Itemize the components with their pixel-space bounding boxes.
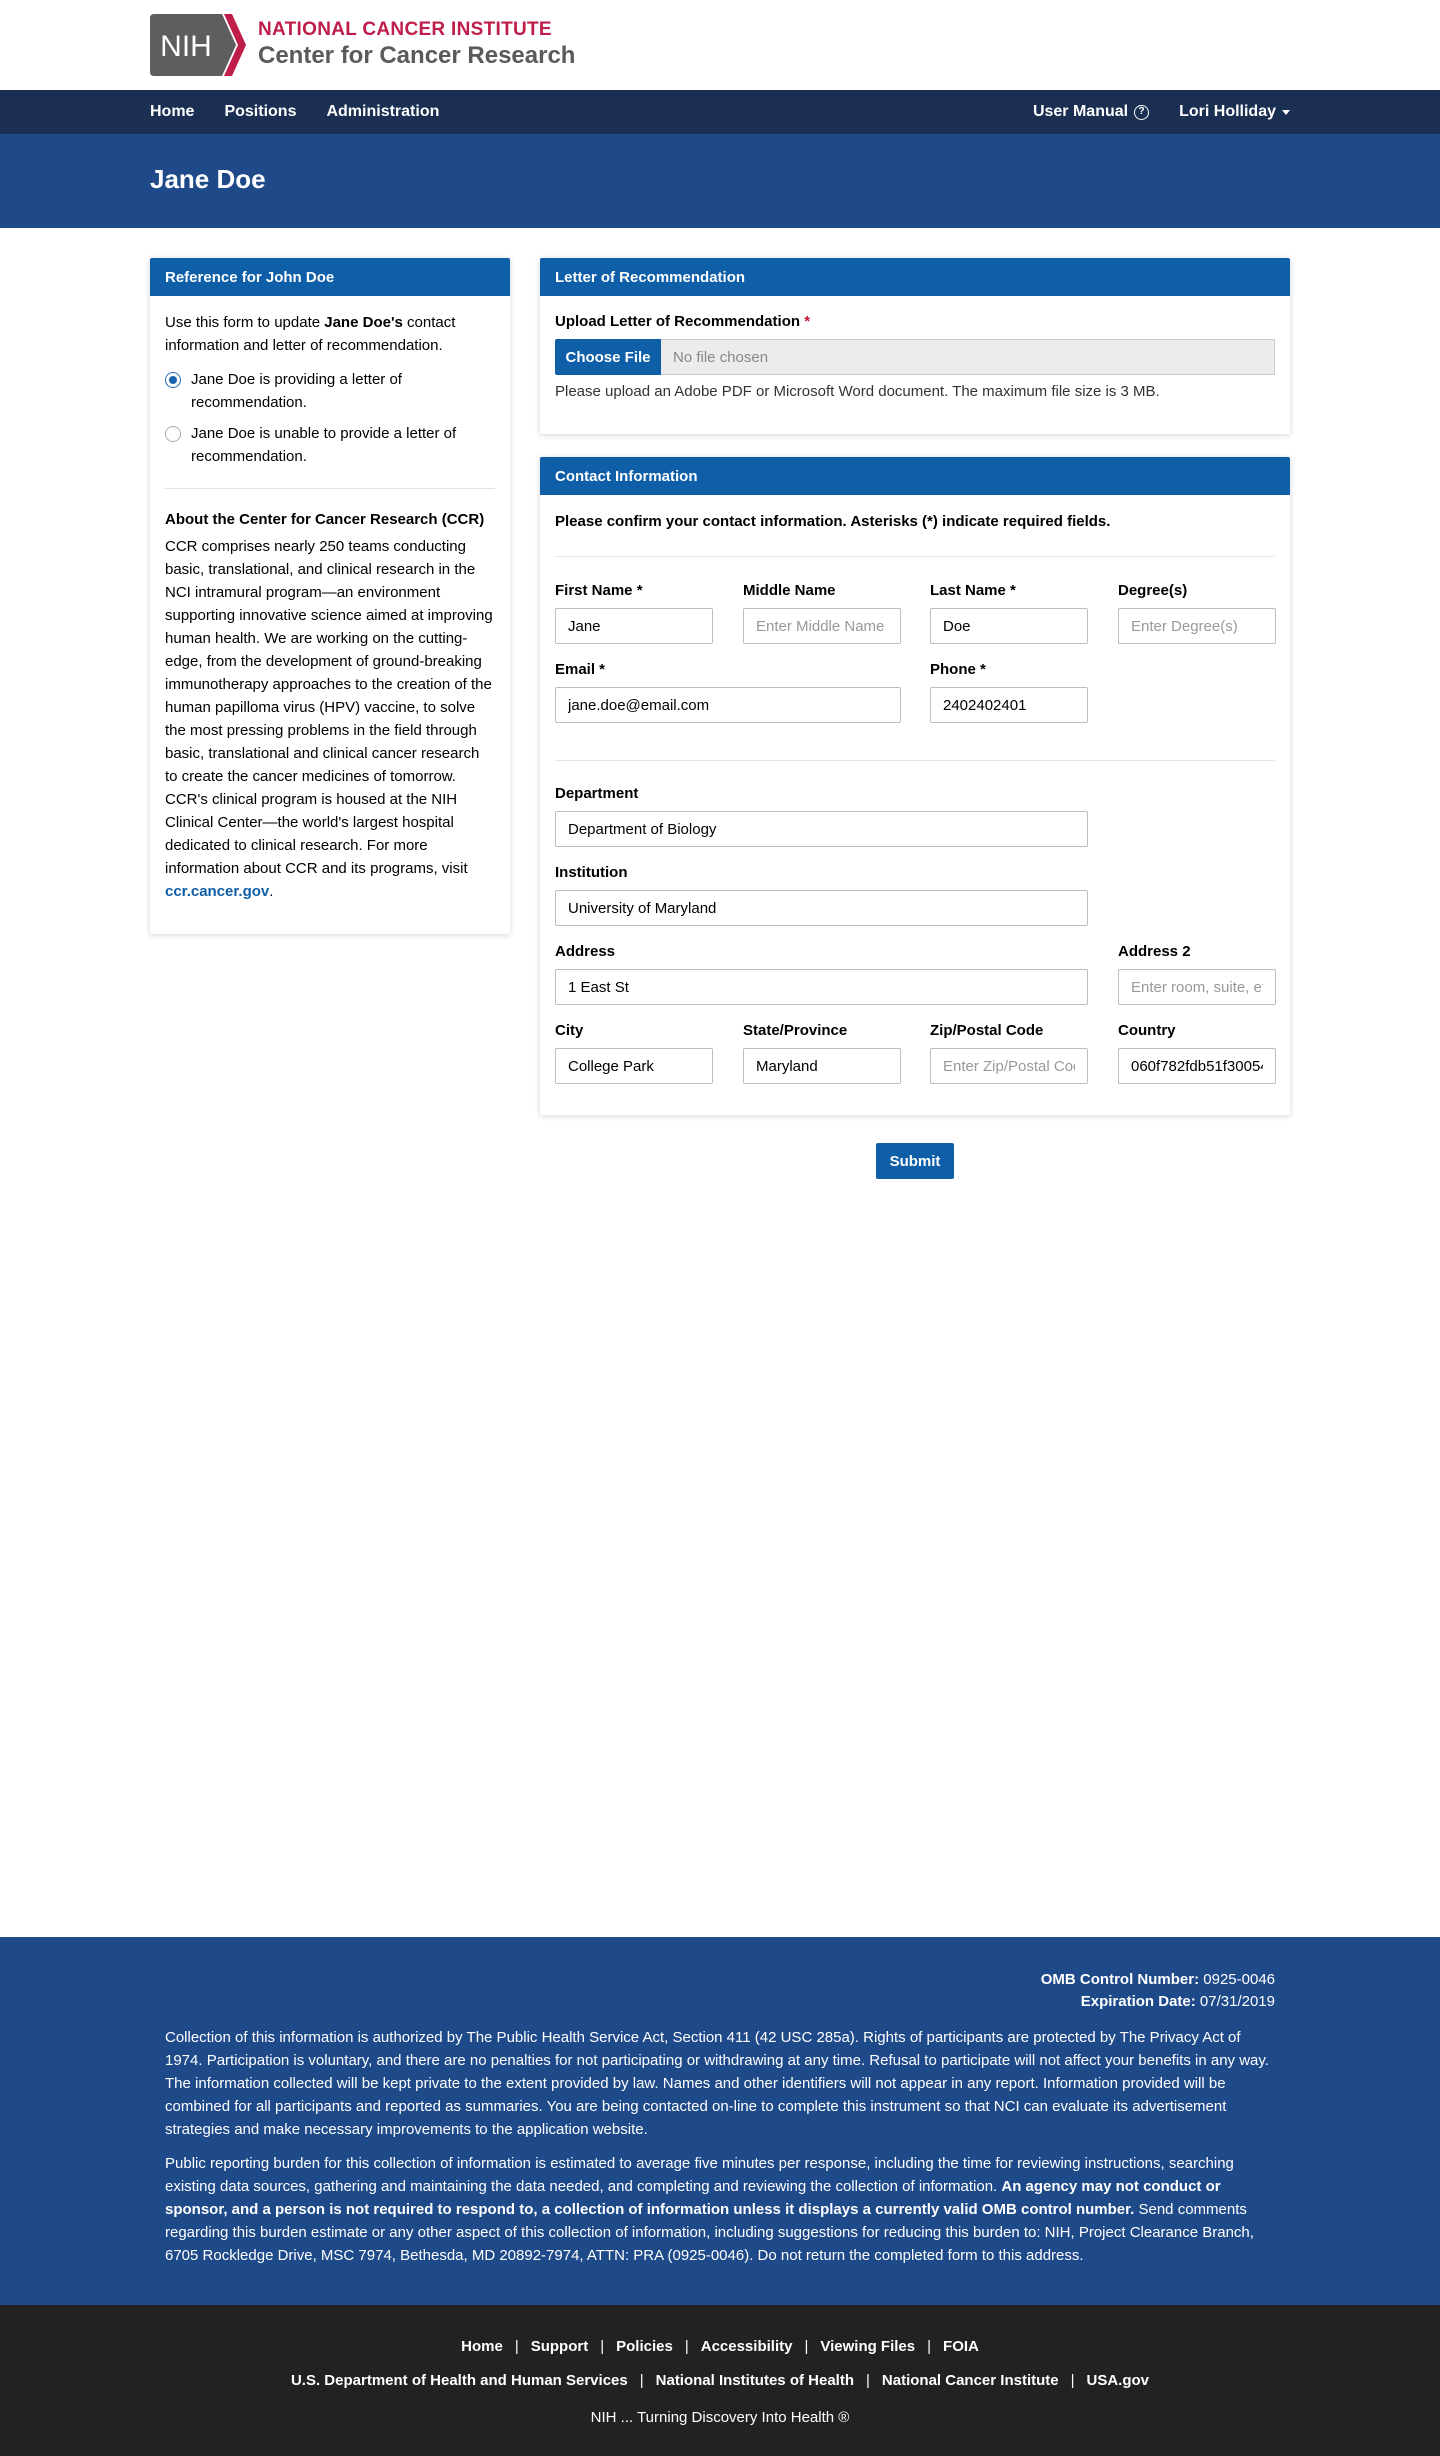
- country-input[interactable]: [1118, 1048, 1276, 1084]
- footer-link-support[interactable]: Support: [530, 2338, 589, 2355]
- contact-intro: Please confirm your contact information. Asterisks (*) indicate required fields.: [555, 513, 1111, 530]
- footer-links-row2: U.S. Department of Health and Human Services | National Institutes of Health | National Cancer Institute | USA.gov: [290, 2372, 1150, 2389]
- footer-link-foia[interactable]: FOIA: [943, 2338, 979, 2355]
- file-name-display: No file chosen: [661, 339, 1275, 375]
- privacy-statement: Collection of this information is authorized by The Public Health Service Act, Section 411 (42 USC 285a). Rights of participants are protected by The Privacy Act of 1974. Participation is voluntary, and there are no penalties for not participating or withdrawing at any time. Refusal to participate will not affect your benefits in any way. The information collected will be kept private to the extent provided by law. Names and other identifiers will not appear in any report. Information provided will be combined for all participants and reported as summaries. You are being contacted on-line to complete this instrument so that NCI can evaluate its advertisement strategies and make necessary improvements to the application website.: [165, 2029, 1269, 2138]
- question-circle-icon: ?: [1134, 105, 1149, 120]
- footer-link-nci[interactable]: National Cancer Institute: [881, 2372, 1059, 2389]
- address-group: Address 1 East St: [555, 943, 1088, 1005]
- nav-user-manual[interactable]: [1033, 103, 1149, 121]
- user-name: Lori Holliday: [1179, 103, 1276, 120]
- middle-name-group: Middle Name Enter Middle Name: [743, 582, 901, 644]
- reference-panel: [150, 258, 510, 934]
- last-name-group: Last Name * Doe: [930, 582, 1088, 644]
- footer-link-usagov[interactable]: USA.gov: [1086, 2372, 1150, 2389]
- submit-button[interactable]: Submit: [876, 1143, 954, 1179]
- user-menu-dropdown[interactable]: [1179, 103, 1290, 121]
- department-group: Department Department of Biology: [555, 785, 1088, 847]
- middle-name-input[interactable]: [743, 608, 901, 644]
- city-group: City College Park: [555, 1022, 713, 1084]
- page-title: Jane Doe: [150, 164, 266, 194]
- choose-file-button[interactable]: Choose File: [555, 339, 661, 375]
- institution-group: Institution University of Maryland: [555, 864, 1088, 926]
- department-input[interactable]: [555, 811, 1088, 847]
- email-group: Email * jane.doe@email.com: [555, 661, 901, 723]
- logo-center-name: Center for Cancer Research: [258, 42, 576, 69]
- radio-option-providing[interactable]: [165, 368, 495, 414]
- degrees-input[interactable]: [1118, 608, 1276, 644]
- first-name-input[interactable]: [555, 608, 713, 644]
- ccr-website-link[interactable]: ccr.cancer.gov: [165, 883, 270, 900]
- logo-org-name: NATIONAL CANCER INSTITUTE: [258, 19, 552, 40]
- nav-administration[interactable]: Administration: [326, 103, 440, 120]
- divider: [165, 488, 495, 489]
- nav-home[interactable]: Home: [150, 103, 195, 120]
- user-manual-label: User Manual: [1032, 103, 1129, 120]
- footer-link-nih[interactable]: National Institutes of Health: [655, 2372, 854, 2389]
- footer-link-policies[interactable]: Policies: [616, 2338, 673, 2355]
- nav-positions[interactable]: Positions: [224, 103, 297, 120]
- reference-panel-title: Reference for John Doe: [150, 258, 510, 296]
- letter-panel-title: Letter of Recommendation: [540, 258, 1290, 296]
- phone-group: Phone * 2402402401: [930, 661, 1088, 723]
- radio-button-checked[interactable]: [165, 372, 181, 388]
- footer-links: [0, 2305, 1440, 2456]
- footer-link-hhs[interactable]: U.S. Department of Health and Human Services: [290, 2372, 628, 2389]
- contact-panel: [540, 457, 1290, 1115]
- letter-panel: [540, 258, 1290, 434]
- city-input[interactable]: [555, 1048, 713, 1084]
- footer-disclosure: [0, 1937, 1440, 2305]
- nih-logo-mark: [150, 14, 246, 76]
- nih-tagline: NIH ... Turning Discovery Into Health ®: [590, 2409, 850, 2426]
- footer-link-home[interactable]: Home: [461, 2338, 503, 2355]
- footer-link-accessibility[interactable]: Accessibility: [700, 2338, 793, 2355]
- svg-text:NIH: NIH: [160, 30, 212, 63]
- upload-label: Upload Letter of Recommendation *: [555, 313, 811, 330]
- country-group: Country 060f782fdb51f30054: [1118, 1022, 1276, 1084]
- phone-input[interactable]: [930, 687, 1088, 723]
- address2-input[interactable]: [1118, 969, 1276, 1005]
- zip-input[interactable]: [930, 1048, 1088, 1084]
- reference-intro: Use this form to update Jane Doe's contact information and letter of recommendation.: [165, 314, 456, 354]
- address-input[interactable]: [555, 969, 1088, 1005]
- divider: [555, 556, 1275, 557]
- last-name-input[interactable]: [930, 608, 1088, 644]
- site-header: [0, 0, 1440, 90]
- contact-panel-title: Contact Information: [540, 457, 1290, 495]
- nci-logo[interactable]: [150, 14, 575, 76]
- about-title: About the Center for Cancer Research (CCR): [165, 511, 485, 528]
- burden-statement: Public reporting burden for this collection of information is estimated to average five minutes per response, including the time for reviewing instructions, searching existing data sources, gathering and maintaining the data needed, and completing and reviewing the collection of information. An agency may not conduct or sponsor, and a person is not required to respond to, a collection of information unless it displays a currently valid OMB control number. Send comments regarding this burden estimate or any other aspect of this collection of information, including suggestions for reducing this burden to: NIH, Project Clearance Branch, 6705 Rockledge Drive, MSC 7974, Bethesda, MD 20892-7974, ATTN: PRA (0925-0046). Do not return the completed form to this address.: [165, 2155, 1254, 2264]
- institution-input[interactable]: [555, 890, 1088, 926]
- page-title-band: [0, 134, 1440, 228]
- radio-button-unchecked[interactable]: [165, 426, 181, 442]
- footer-link-viewing-files[interactable]: Viewing Files: [820, 2338, 916, 2355]
- upload-help-text: Please upload an Adobe PDF or Microsoft Word document. The maximum file size is 3 MB.: [555, 383, 1160, 400]
- state-group: State/Province Maryland: [743, 1022, 901, 1084]
- radio-label-providing: Jane Doe is providing a letter of recommendation.: [191, 371, 402, 411]
- divider: [555, 760, 1275, 761]
- first-name-group: First Name * Jane: [555, 582, 713, 644]
- about-text: CCR comprises nearly 250 teams conducting basic, translational, and clinical research in the NCI intramural program—an environment supporting innovative science aimed at improving human health. We are working on the cutting-edge, from the development of ground-breaking immunotherapy approaches to the creation of the human papilloma virus (HPV) vaccine, to solve the most pressing problems in the field through basic, translational and clinical cancer research to create the cancer medicines of tomorrow. CCR's clinical program is housed at the NIH Clinical Center—the world's largest hospital dedicated to clinical research. For more information about CCR and its programs, visit ccr.cancer.gov.: [165, 538, 493, 900]
- degrees-group: Degree(s) Enter Degree(s): [1118, 582, 1276, 644]
- email-input[interactable]: [555, 687, 901, 723]
- file-upload[interactable]: [555, 339, 1275, 375]
- footer-links-row1: Home | Support | Policies | Accessibility | Viewing Files | FOIA: [461, 2338, 979, 2355]
- radio-option-unable[interactable]: [165, 422, 495, 468]
- radio-label-unable: Jane Doe is unable to provide a letter of recommendation.: [191, 425, 457, 465]
- caret-down-icon: [1282, 110, 1290, 115]
- zip-group: Zip/Postal Code Enter Zip/Postal Code: [930, 1022, 1088, 1084]
- main-navbar: [0, 90, 1440, 134]
- state-input[interactable]: [743, 1048, 901, 1084]
- address2-group: Address 2 Enter room, suite, etc.: [1118, 943, 1276, 1005]
- omb-info: OMB Control Number: 0925-0046 Expiration Date: 07/31/2019: [1040, 1971, 1275, 2010]
